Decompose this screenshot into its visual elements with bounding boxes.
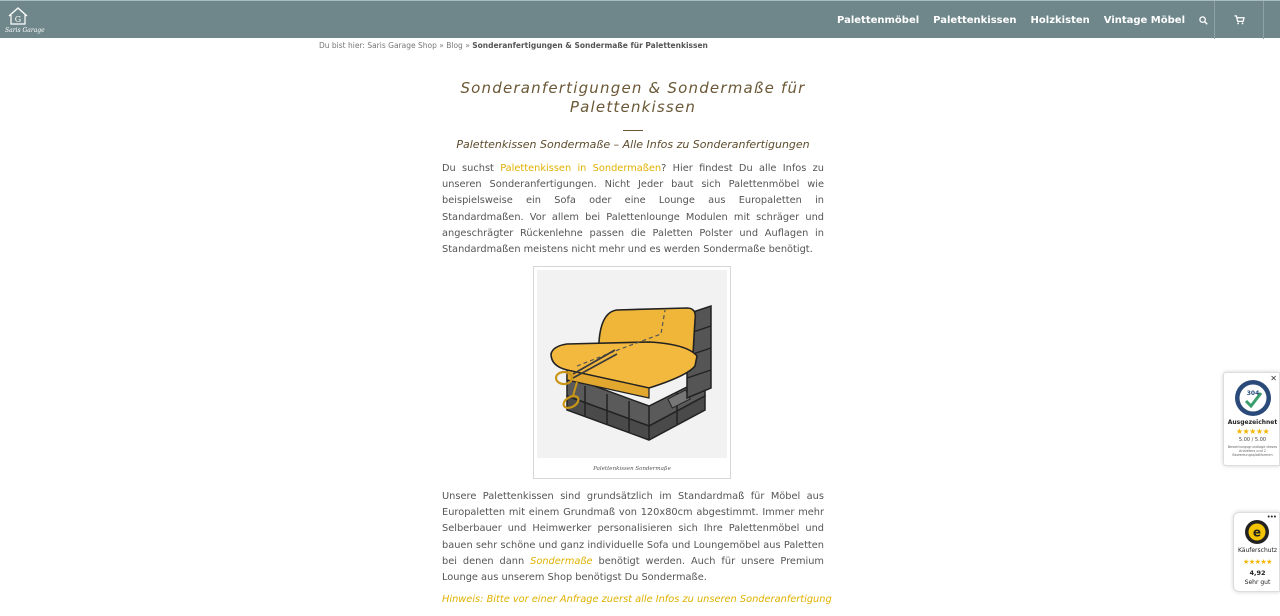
sondermasse-link[interactable]: Sondermaße — [530, 555, 593, 567]
trusted-shops-logo-icon — [1244, 519, 1270, 545]
title-divider — [623, 130, 643, 131]
rating-basis-text: Bewertungsgrundlage dieses Anbieters und 2 Bewertungsplattformen — [1227, 445, 1278, 458]
hint-text: Hinweis: Bitte vor einer Anfrage zuerst alle Infos zu unseren Sonderanfertigung — [442, 594, 832, 605]
site-logo[interactable] — [3, 5, 45, 35]
pallet-sofa-illustration — [537, 270, 727, 458]
review-count: 304 — [1246, 390, 1260, 397]
trust-label: Ausgezeichnet — [1227, 419, 1278, 426]
nav-item-palettenmoebel[interactable]: Palettenmöbel — [837, 14, 920, 26]
palettenkissen-sofa-image[interactable] — [537, 270, 727, 458]
svg-text:e: e — [1252, 525, 1262, 540]
rating-score: 4,92 — [1249, 569, 1266, 577]
breadcrumb-link-shop[interactable]: Saris Garage Shop — [367, 41, 437, 50]
breadcrumb — [319, 41, 708, 50]
svg-text:G: G — [14, 15, 22, 24]
buyer-protection-label: Käuferschutz — [1237, 547, 1278, 554]
paragraph-text: Du suchst — [442, 163, 501, 174]
palettenkissen-sondermasse-link[interactable]: Palettenkissen in Sondermaßen — [500, 163, 662, 174]
figure-caption: Palettenkissen Sondermaße — [593, 466, 671, 472]
intro-paragraph — [442, 161, 824, 258]
article-figure — [533, 266, 731, 479]
paragraph-text: Unsere Palettenkissen sind grundsätzlich im Standardmaß für Möbel aus Europaletten mit einem Grundmaß von 120x80cm abgestimmt. Immer mehr Selberbauer und Heimwerker personalisieren sich Ihre Palettenmöbel und bauen sehr schöne und ganz individuelle Sofa und Loungemöbel aus Paletten bei denen dann — [442, 491, 824, 567]
search-button[interactable] — [1192, 1, 1214, 39]
page-title: Sonderanfertigungen & Sondermaße für Palettenkissen — [460, 79, 806, 116]
trust-badge-widget[interactable] — [1223, 372, 1280, 466]
cart-button[interactable] — [1215, 1, 1263, 39]
rating-score: 5.00 / 5.00 — [1238, 437, 1267, 443]
nav-item-holzkisten[interactable]: Holzkisten — [1030, 14, 1090, 26]
breadcrumb-current: Sonderanfertigungen & Sondermaße für Palettenkissen — [472, 41, 708, 50]
search-icon — [1199, 16, 1208, 25]
close-icon[interactable]: ✕ — [1270, 374, 1277, 383]
main-nav — [830, 1, 1280, 39]
paragraph-text: benötigt werden. Auch für unsere Premium Lounge aus unserem Shop benötigst Du Sondermaße. — [442, 555, 824, 584]
site-header — [0, 0, 1280, 38]
body-paragraph — [442, 489, 824, 586]
house-logo-icon — [3, 5, 33, 27]
logo-text: Saris Garage — [5, 27, 45, 34]
shopping-cart-icon — [1234, 15, 1245, 25]
breadcrumb-separator: » — [439, 41, 444, 50]
paragraph-text: ? Hier findest Du alle Infos zu unseren Sonderanfertigungen. Nicht Jeder baut sich Palettenmöbel wie beispielsweise ein Sofa oder eine Lounge aus Europaletten in Standardmaßen. Vor allem bei Palettenlounge Modulen mit schräger und angeschrägter Rückenlehne passen die Paletten Polster und Auflagen in Standardmaßen meistens nicht mehr und es werden Sondermaße benötigt. — [442, 163, 825, 256]
nav-item-vintage-moebel[interactable]: Vintage Möbel — [1103, 14, 1185, 26]
breadcrumb-prefix: Du bist hier: — [319, 41, 365, 50]
breadcrumb-link-blog[interactable]: Blog — [446, 41, 463, 50]
breadcrumb-separator: » — [465, 41, 470, 50]
trust-seal-icon — [1234, 379, 1272, 417]
nav-item-palettenkissen[interactable]: Palettenkissen — [933, 14, 1017, 26]
more-options-icon[interactable]: ••• — [1266, 513, 1276, 521]
rating-stars: ★★★★★ — [1243, 558, 1272, 566]
rating-stars: ★★★★★ — [1235, 427, 1270, 436]
buyer-protection-widget[interactable] — [1233, 512, 1280, 592]
article-subtitle: Palettenkissen Sondermaße – Alle Infos zu Sonderanfertigungen — [456, 138, 810, 151]
rating-text: Sehr gut — [1244, 579, 1271, 586]
